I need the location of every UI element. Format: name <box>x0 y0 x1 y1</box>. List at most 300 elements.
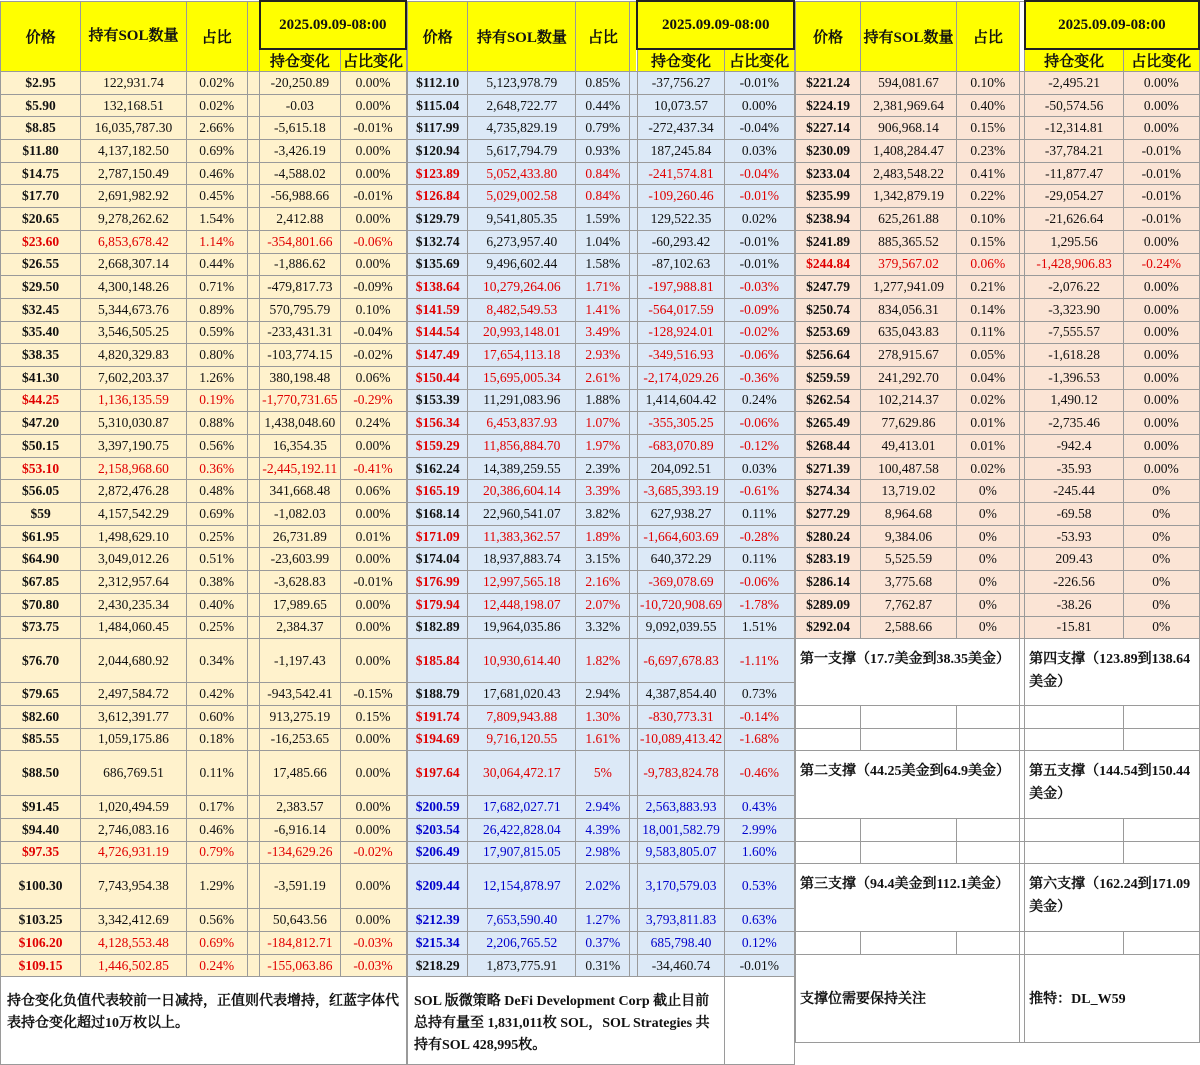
ratio-change-cell: 0% <box>1124 616 1199 639</box>
ratio-cell: 0.69% <box>186 140 247 163</box>
price-cell: $88.50 <box>1 751 81 796</box>
price-cell: $159.29 <box>408 435 468 458</box>
ratio-change-cell: 0.00% <box>1124 412 1199 435</box>
ratio-cell: 0% <box>956 593 1019 616</box>
price-cell: $274.34 <box>796 480 861 503</box>
change-cell: 10,073.57 <box>637 94 724 117</box>
ratio-cell: 0.36% <box>186 457 247 480</box>
holding-cell: 3,049,012.26 <box>81 548 187 571</box>
price-cell: $38.35 <box>1 344 81 367</box>
table-row <box>408 571 795 594</box>
price-cell: $20.65 <box>1 208 81 231</box>
price-cell: $112.10 <box>408 72 468 95</box>
price-cell: $191.74 <box>408 705 468 728</box>
gap-cell <box>247 796 260 819</box>
ratio-change-cell: -0.12% <box>725 435 794 458</box>
ratio-change-cell: 0.43% <box>725 796 794 819</box>
ratio-cell: 1.27% <box>576 909 630 932</box>
ratio-change-cell: -0.14% <box>725 705 794 728</box>
change-cell: 204,092.51 <box>637 457 724 480</box>
price-cell: $292.04 <box>796 616 861 639</box>
ratio-cell: 0.56% <box>186 435 247 458</box>
ratio-cell: 0.31% <box>576 954 630 977</box>
ratio-cell: 0.01% <box>956 412 1019 435</box>
holding-cell: 4,726,931.19 <box>81 841 187 864</box>
header-holding: 持有SOL数量 <box>861 1 957 72</box>
price-cell: $277.29 <box>796 503 861 526</box>
ratio-change-cell: -1.78% <box>725 593 794 616</box>
gap-cell <box>247 864 260 909</box>
gap-cell <box>630 117 638 140</box>
price-cell: $230.09 <box>796 140 861 163</box>
support-blank-row <box>796 932 1200 955</box>
holding-cell: 3,612,391.77 <box>81 705 187 728</box>
price-cell: $176.99 <box>408 571 468 594</box>
holding-cell: 12,448,198.07 <box>468 593 576 616</box>
change-cell: -37,756.27 <box>637 72 724 95</box>
holding-cell: 5,029,002.58 <box>468 185 576 208</box>
change-cell: -245.44 <box>1025 480 1124 503</box>
holding-cell: 2,872,476.28 <box>81 480 187 503</box>
table-row <box>408 344 795 367</box>
table-row <box>1 162 407 185</box>
strategy-note: SOL 版微策略 DeFi Development Corp 截止目前总持有量至 1,831,011枚 SOL，SOL Strategies 共持有SOL 428,995枚。 <box>408 977 725 1065</box>
price-cell: $126.84 <box>408 185 468 208</box>
ratio-change-cell: 0.02% <box>725 208 794 231</box>
change-cell: -3,323.90 <box>1025 298 1124 321</box>
change-cell: 685,798.40 <box>637 932 724 955</box>
table-row <box>796 548 1200 571</box>
ratio-change-cell: 0.00% <box>1124 298 1199 321</box>
ratio-change-cell: -0.09% <box>725 298 794 321</box>
change-cell: 209.43 <box>1025 548 1124 571</box>
price-cell: $268.44 <box>796 435 861 458</box>
change-cell: -3,591.19 <box>260 864 340 909</box>
table-row <box>1 140 407 163</box>
price-cell: $280.24 <box>796 525 861 548</box>
ratio-cell: 0.06% <box>956 253 1019 276</box>
gap-cell <box>630 705 638 728</box>
table-row <box>408 117 795 140</box>
ratio-change-cell: 0.06% <box>340 366 406 389</box>
ratio-cell: 0% <box>956 480 1019 503</box>
change-cell: -60,293.42 <box>637 230 724 253</box>
change-cell: -5,615.18 <box>260 117 340 140</box>
holding-cell: 4,137,182.50 <box>81 140 187 163</box>
ratio-cell: 0.44% <box>186 253 247 276</box>
gap-cell <box>630 389 638 412</box>
gap-cell <box>630 571 638 594</box>
holding-cell: 7,762.87 <box>861 593 957 616</box>
ratio-cell: 0.38% <box>186 571 247 594</box>
holding-cell: 1,484,060.45 <box>81 616 187 639</box>
price-cell: $144.54 <box>408 321 468 344</box>
table-row <box>408 253 795 276</box>
ratio-cell: 1.89% <box>576 525 630 548</box>
holding-cell: 9,496,602.44 <box>468 253 576 276</box>
holdings-table-2 <box>407 0 795 1065</box>
table-row <box>408 94 795 117</box>
table-row <box>1 480 407 503</box>
ratio-cell: 0.24% <box>186 954 247 977</box>
change-cell: 640,372.29 <box>637 548 724 571</box>
change-cell: -35.93 <box>1025 457 1124 480</box>
empty-cell <box>725 977 794 1065</box>
change-cell: -4,588.02 <box>260 162 340 185</box>
holding-cell: 8,482,549.53 <box>468 298 576 321</box>
header-holding: 持有SOL数量 <box>81 1 187 72</box>
ratio-change-cell: 0.00% <box>340 728 406 751</box>
legend-note: 持仓变化负值代表较前一日减持，正值则代表增持，红蓝字体代表持仓变化超过10万枚以上。 <box>1 977 407 1065</box>
ratio-cell: 0.85% <box>576 72 630 95</box>
change-cell: -2,495.21 <box>1025 72 1124 95</box>
ratio-change-cell: -0.61% <box>725 480 794 503</box>
ratio-cell: 2.94% <box>576 796 630 819</box>
holding-cell: 20,993,148.01 <box>468 321 576 344</box>
price-cell: $259.59 <box>796 366 861 389</box>
ratio-change-cell: -0.06% <box>725 571 794 594</box>
gap-cell <box>247 117 260 140</box>
price-cell: $244.84 <box>796 253 861 276</box>
holding-cell: 885,365.52 <box>861 230 957 253</box>
ratio-cell: 0.05% <box>956 344 1019 367</box>
ratio-change-cell: 0.00% <box>340 751 406 796</box>
gap-cell <box>247 932 260 955</box>
table-row <box>1 389 407 412</box>
ratio-change-cell: 0.00% <box>1124 117 1199 140</box>
holding-cell: 2,746,083.16 <box>81 818 187 841</box>
ratio-cell: 0.45% <box>186 185 247 208</box>
ratio-change-cell: -0.06% <box>340 230 406 253</box>
price-cell: $41.30 <box>1 366 81 389</box>
change-cell: -349,516.93 <box>637 344 724 367</box>
table-row <box>408 639 795 683</box>
change-cell: -184,812.71 <box>260 932 340 955</box>
ratio-cell: 0.71% <box>186 276 247 299</box>
change-cell: -23,603.99 <box>260 548 340 571</box>
change-cell: 2,383.57 <box>260 796 340 819</box>
support-zone-right: 第五支撑（144.54到150.44美金） <box>1025 751 1199 819</box>
holding-cell: 594,081.67 <box>861 72 957 95</box>
change-cell: 627,938.27 <box>637 503 724 526</box>
change-cell: 2,412.88 <box>260 208 340 231</box>
gap-cell <box>630 230 638 253</box>
holding-cell: 4,300,148.26 <box>81 276 187 299</box>
gap-cell <box>630 954 638 977</box>
ratio-cell: 0.02% <box>186 72 247 95</box>
gap-cell <box>247 208 260 231</box>
support-row <box>796 639 1200 706</box>
price-cell: $200.59 <box>408 796 468 819</box>
header-ratio: 占比 <box>186 1 247 72</box>
change-cell: 3,793,811.83 <box>637 909 724 932</box>
change-cell: -354,801.66 <box>260 230 340 253</box>
price-cell: $179.94 <box>408 593 468 616</box>
ratio-cell: 1.26% <box>186 366 247 389</box>
table-row <box>796 480 1200 503</box>
price-cell: $182.89 <box>408 616 468 639</box>
price-cell: $14.75 <box>1 162 81 185</box>
ratio-cell: 0.22% <box>956 185 1019 208</box>
gap-cell <box>630 841 638 864</box>
holding-cell: 6,453,837.93 <box>468 412 576 435</box>
ratio-change-cell: -0.01% <box>725 253 794 276</box>
change-cell: -53.93 <box>1025 525 1124 548</box>
holding-cell: 9,278,262.62 <box>81 208 187 231</box>
ratio-change-cell: 0.00% <box>340 162 406 185</box>
holding-cell: 17,682,027.71 <box>468 796 576 819</box>
ratio-cell: 2.02% <box>576 864 630 909</box>
holding-cell: 1,446,502.85 <box>81 954 187 977</box>
table-row <box>796 321 1200 344</box>
change-cell: -69.58 <box>1025 503 1124 526</box>
gap-cell <box>630 639 638 683</box>
holding-cell: 2,691,982.92 <box>81 185 187 208</box>
change-cell: -21,626.64 <box>1025 208 1124 231</box>
change-cell: -564,017.59 <box>637 298 724 321</box>
gap-cell <box>247 548 260 571</box>
change-cell: -7,555.57 <box>1025 321 1124 344</box>
holding-cell: 5,344,673.76 <box>81 298 187 321</box>
table-row <box>408 208 795 231</box>
table-row <box>408 366 795 389</box>
ratio-cell: 1.54% <box>186 208 247 231</box>
table-row <box>408 818 795 841</box>
ratio-change-cell: 0.00% <box>1124 276 1199 299</box>
price-cell: $85.55 <box>1 728 81 751</box>
blank-cell <box>796 705 861 728</box>
table-row <box>408 276 795 299</box>
ratio-change-cell: 0% <box>1124 503 1199 526</box>
ratio-cell: 1.04% <box>576 230 630 253</box>
price-cell: $2.95 <box>1 72 81 95</box>
blank-cell <box>796 932 861 955</box>
change-cell: -2,735.46 <box>1025 412 1124 435</box>
holding-cell: 10,279,264.06 <box>468 276 576 299</box>
price-cell: $162.24 <box>408 457 468 480</box>
holding-cell: 15,695,005.34 <box>468 366 576 389</box>
gap-cell <box>630 457 638 480</box>
table-row <box>408 389 795 412</box>
gap-cell <box>247 818 260 841</box>
price-cell: $241.89 <box>796 230 861 253</box>
change-cell: -1,886.62 <box>260 253 340 276</box>
holding-cell: 2,044,680.92 <box>81 639 187 683</box>
change-cell: -11,877.47 <box>1025 162 1124 185</box>
holding-cell: 20,386,604.14 <box>468 480 576 503</box>
ratio-cell: 0.11% <box>186 751 247 796</box>
price-cell: $44.25 <box>1 389 81 412</box>
change-cell: 9,092,039.55 <box>637 616 724 639</box>
header-holding: 持有SOL数量 <box>468 1 576 72</box>
ratio-change-cell: -0.01% <box>1124 185 1199 208</box>
ratio-change-cell: 0.00% <box>340 140 406 163</box>
ratio-change-cell: 0.00% <box>340 593 406 616</box>
price-cell: $212.39 <box>408 909 468 932</box>
table-row <box>408 864 795 909</box>
table-row <box>796 457 1200 480</box>
blank-cell <box>1025 932 1124 955</box>
price-cell: $227.14 <box>796 117 861 140</box>
gap-cell <box>247 954 260 977</box>
ratio-change-cell: 1.51% <box>725 616 794 639</box>
table-row <box>796 412 1200 435</box>
gap-cell <box>247 841 260 864</box>
support-zone-left: 第二支撑（44.25美金到64.9美金） <box>796 751 1020 819</box>
holding-cell: 2,206,765.52 <box>468 932 576 955</box>
ratio-cell: 3.49% <box>576 321 630 344</box>
change-cell: 1,438,048.60 <box>260 412 340 435</box>
holding-cell: 9,384.06 <box>861 525 957 548</box>
holding-cell: 122,931.74 <box>81 72 187 95</box>
gap-cell <box>247 366 260 389</box>
holding-cell: 3,775.68 <box>861 571 957 594</box>
change-cell: -2,076.22 <box>1025 276 1124 299</box>
holding-cell: 26,422,828.04 <box>468 818 576 841</box>
gap-cell <box>247 230 260 253</box>
ratio-cell: 0% <box>956 525 1019 548</box>
header-ratio-change: 占比变化 <box>340 49 406 72</box>
price-cell: $64.90 <box>1 548 81 571</box>
gap-cell <box>630 683 638 706</box>
change-cell: -134,629.26 <box>260 841 340 864</box>
table-row <box>1 503 407 526</box>
table-row <box>796 94 1200 117</box>
table-row <box>408 751 795 796</box>
ratio-change-cell: -0.46% <box>725 751 794 796</box>
gap-cell <box>247 683 260 706</box>
table-row <box>408 593 795 616</box>
table-row <box>408 954 795 977</box>
ratio-cell: 1.71% <box>576 276 630 299</box>
holding-cell: 17,907,815.05 <box>468 841 576 864</box>
price-cell: $5.90 <box>1 94 81 117</box>
price-cell: $97.35 <box>1 841 81 864</box>
blank-cell <box>956 932 1019 955</box>
change-cell: 129,522.35 <box>637 208 724 231</box>
ratio-cell: 1.58% <box>576 253 630 276</box>
table-row <box>1 841 407 864</box>
table-row <box>1 525 407 548</box>
ratio-change-cell: -0.15% <box>340 683 406 706</box>
table-row <box>408 298 795 321</box>
table-row <box>408 705 795 728</box>
gap-cell <box>247 909 260 932</box>
holding-cell: 2,588.66 <box>861 616 957 639</box>
table-row <box>408 435 795 458</box>
header-change: 持仓变化 <box>260 49 340 72</box>
ratio-change-cell: 0.00% <box>1124 72 1199 95</box>
price-cell: $8.85 <box>1 117 81 140</box>
gap-cell <box>247 298 260 321</box>
ratio-cell: 3.15% <box>576 548 630 571</box>
blank-cell <box>1025 728 1124 751</box>
price-cell: $70.80 <box>1 593 81 616</box>
price-cell: $197.64 <box>408 751 468 796</box>
ratio-change-cell: 0.00% <box>340 503 406 526</box>
gap-cell <box>247 94 260 117</box>
price-cell: $109.15 <box>1 954 81 977</box>
gap-cell <box>247 751 260 796</box>
gap-cell <box>630 932 638 955</box>
price-cell: $224.19 <box>796 94 861 117</box>
ratio-cell: 2.66% <box>186 117 247 140</box>
change-cell: -15.81 <box>1025 616 1124 639</box>
gap-cell <box>247 185 260 208</box>
holding-cell: 2,648,722.77 <box>468 94 576 117</box>
change-cell: -109,260.46 <box>637 185 724 208</box>
holding-cell: 16,035,787.30 <box>81 117 187 140</box>
holding-cell: 9,716,120.55 <box>468 728 576 751</box>
watch-note: 支撑位需要保持关注 <box>796 954 1020 1042</box>
ratio-cell: 0.84% <box>576 185 630 208</box>
ratio-cell: 0.59% <box>186 321 247 344</box>
gap-cell <box>630 728 638 751</box>
holding-cell: 1,020,494.59 <box>81 796 187 819</box>
gap-cell <box>247 457 260 480</box>
gap-cell <box>630 818 638 841</box>
ratio-cell: 1.29% <box>186 864 247 909</box>
blank-cell <box>796 728 861 751</box>
ratio-change-cell: 0.00% <box>340 639 406 683</box>
table-row <box>796 140 1200 163</box>
ratio-cell: 2.98% <box>576 841 630 864</box>
ratio-change-cell: 0.03% <box>725 140 794 163</box>
change-cell: -38.26 <box>1025 593 1124 616</box>
table-row <box>408 796 795 819</box>
table-row <box>796 366 1200 389</box>
holding-cell: 22,960,541.07 <box>468 503 576 526</box>
blank-cell <box>956 818 1019 841</box>
header-price: 价格 <box>1 1 81 72</box>
price-cell: $286.14 <box>796 571 861 594</box>
gap-cell <box>630 480 638 503</box>
ratio-change-cell: 0.06% <box>340 480 406 503</box>
ratio-cell: 2.16% <box>576 571 630 594</box>
ratio-cell: 4.39% <box>576 818 630 841</box>
table-row <box>408 185 795 208</box>
price-cell: $256.64 <box>796 344 861 367</box>
blank-cell <box>956 705 1019 728</box>
price-cell: $23.60 <box>1 230 81 253</box>
ratio-change-cell: 0.00% <box>340 435 406 458</box>
price-cell: $106.20 <box>1 932 81 955</box>
gap-cell <box>247 435 260 458</box>
gap-cell <box>630 162 638 185</box>
holding-cell: 2,497,584.72 <box>81 683 187 706</box>
holding-cell: 1,059,175.86 <box>81 728 187 751</box>
table-row <box>1 457 407 480</box>
holding-cell: 12,997,565.18 <box>468 571 576 594</box>
change-cell: -2,445,192.11 <box>260 457 340 480</box>
ratio-cell: 1.88% <box>576 389 630 412</box>
change-cell: 17,485.66 <box>260 751 340 796</box>
change-cell: -29,054.27 <box>1025 185 1124 208</box>
change-cell: -1,664,603.69 <box>637 525 724 548</box>
ratio-change-cell: 0.00% <box>340 253 406 276</box>
ratio-change-cell: 0.00% <box>1124 389 1199 412</box>
header-ratio-change: 占比变化 <box>1124 49 1199 72</box>
table-row <box>1 276 407 299</box>
ratio-cell: 1.82% <box>576 639 630 683</box>
table-row <box>1 705 407 728</box>
ratio-change-cell: -0.01% <box>725 230 794 253</box>
gap-cell <box>247 253 260 276</box>
ratio-change-cell: -0.04% <box>725 162 794 185</box>
blank-cell <box>1124 728 1199 751</box>
holding-cell: 2,381,969.64 <box>861 94 957 117</box>
holding-cell: 2,158,968.60 <box>81 457 187 480</box>
